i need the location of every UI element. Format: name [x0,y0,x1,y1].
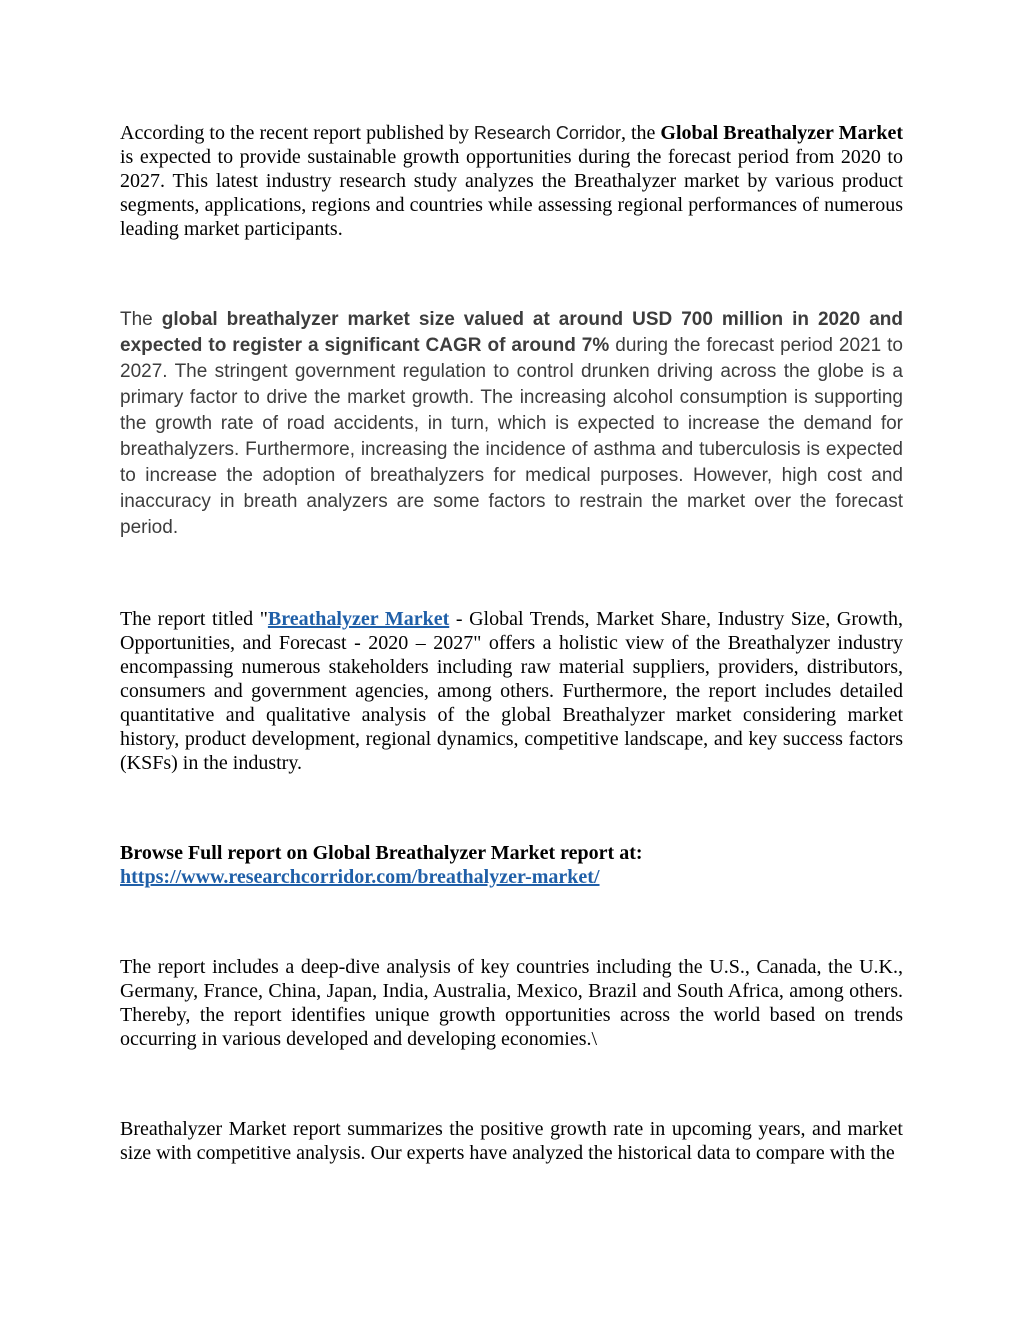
paragraph-1 [120,121,903,241]
text-run: According to the recent report published by [120,122,474,144]
paragraph-5 [120,955,903,1051]
text-run: The report titled " [120,608,268,630]
paragraph-6 [120,1117,903,1165]
text-run: during the forecast period 2021 to 2027. The stringent government regulation to control drunken driving across the globe is a primary factor to drive the market growth. The increasing alcohol consumption is supporting the growth rate of road accidents, in turn, which is expected to increase the demand for breathalyzers. Furthermore, increasing the incidence of asthma and tuberculosis is expected to increase the adoption of breathalyzers for medical purposes. However, high cost and inaccuracy in breath analyzers are some factors to restrain the market over the forecast period. [120,335,903,538]
paragraph-4 [120,841,903,889]
text-run: The [120,309,162,330]
text-run: global breathalyzer market size valued at around USD 700 million in 2020 and expected to register a significant CAGR of around 7% [120,309,903,356]
text-run: Global Breathalyzer Market [660,122,903,144]
document-body [120,121,903,1231]
hyperlink[interactable]: Breathalyzer Market [267,608,450,630]
paragraph-2 [120,307,903,541]
hyperlink[interactable]: https://www.researchcorridor.com/breathalyzer-market/ [120,866,600,888]
text-run: Browse Full report on Global Breathalyzer Market report at: [120,842,643,864]
text-run: Breathalyzer Market report summarizes the positive growth rate in upcoming years, and market size with competitive analysis. Our experts have analyzed the historical data to compare with the [120,1118,903,1164]
text-run: Research Corridor [473,123,621,143]
text-run: The report includes a deep-dive analysis of key countries including the U.S., Canada, the U.K., Germany, France, China, Japan, India, Australia, Mexico, Brazil and South Africa, among others. Thereby, the report identifies unique growth opportunities across the world based on trends occurring in various developed and developing economies.\ [120,956,903,1050]
text-run: is expected to provide sustainable growth opportunities during the forecast period from 2020 to 2027. This latest industry research study analyzes the Breathalyzer market by various product segments, applications, regions and countries while assessing regional performances of numerous leading market participants. [120,146,903,240]
text-run: , the [620,122,661,144]
text-run: - Global Trends, Market Share, Industry Size, Growth, Opportunities, and Forecast - 2020 – 2027" offers a holistic view of the Breathalyzer industry encompassing numerous stakeholders including raw material suppliers, providers, distributors, consumers and government agencies, among others. Furthermore, the report includes detailed quantitative and qualitative analysis of the global Breathalyzer market considering market history, product development, regional dynamics, competitive landscape, and key success factors (KSFs) in the industry. [120,608,903,774]
paragraph-3 [120,607,903,775]
